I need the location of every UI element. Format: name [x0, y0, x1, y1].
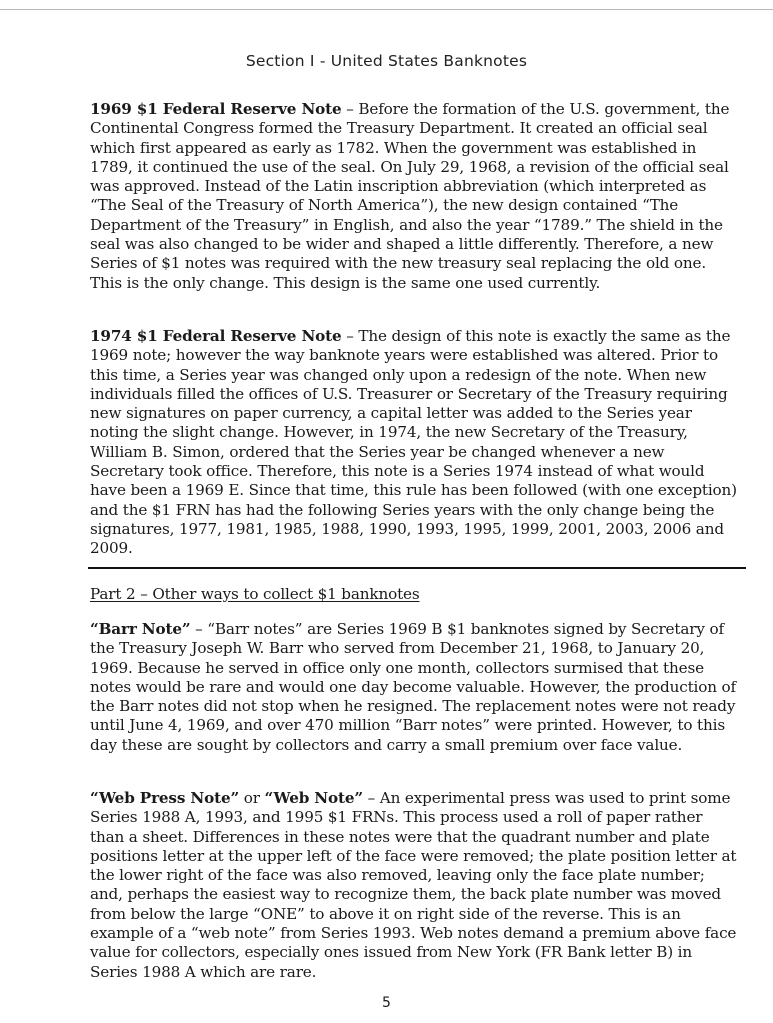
heading-web-press-note: “Web Press Note” [90, 789, 240, 807]
paragraph-1969-note [90, 100, 740, 293]
paragraph-barr-note [90, 620, 740, 755]
page-number: 5 [382, 995, 391, 1011]
top-scan-edge [0, 9, 773, 10]
body-1969-note: – Before the formation of the U.S. government, the Continental Congress formed the Treasury Department. It created an official seal which first appeared as early as 1782. When the government was established in 1789, it continued the use of the seal. On July 29, 1968, a revision of the official seal was approved. Instead of the Latin inscription abbreviation (which interpreted as “The Seal of the Treasury of North America”), the new design contained “The Department of the Treasury” in English, and also the year “1789.” The shield in the seal was also changed to be wider and shaped a little differently. Therefore, a new Series of $1 notes was required with the new treasury seal replacing the old one. This is the only change. This design is the same one used currently. [90, 100, 730, 292]
body-barr-note: – “Barr notes” are Series 1969 B $1 banknotes signed by Secretary of the Treasury Joseph W. Barr who served from December 21, 1968, to January 20, 1969. Because he served in office only one month, collectors surmised that these notes would be rare and would one day become valuable. However, the production of the Barr notes did not stop when he resigned. The replacement notes were not ready until June 4, 1969, and over 470 million “Barr notes” were printed. However, to this day these are sought by collectors and carry a small premium over face value. [90, 620, 737, 754]
connector-text: or [239, 789, 265, 807]
body-1974-note: – The design of this note is exactly the same as the 1969 note; however the way banknote years were established was altered. Prior to this time, a Series year was changed only upon a redesign of the note. When new individuals filled the offices of U.S. Treasurer or Secretary of the Treasury requiring new signatures on paper currency, a capital letter was added to the Series year noting the slight change. However, in 1974, the new Secretary of the Treasury, William B. Simon, ordered that the Series year be changed whenever a new Secretary took office. Therefore, this note is a Series 1974 instead of what would have been a 1969 E. Since that time, this rule has been followed (with one exception) and the $1 FRN has had the following Series years with the only change being the signatures, 1977, 1981, 1985, 1988, 1990, 1993, 1995, 1999, 2001, 2003, 2006 and 2009. [90, 327, 737, 558]
heading-barr-note: “Barr Note” [90, 620, 191, 638]
heading-1969-note: 1969 $1 Federal Reserve Note [90, 100, 342, 118]
section-divider [88, 567, 746, 569]
page-header: Section I - United States Banknotes [245, 52, 528, 70]
paragraph-web-note [90, 789, 740, 982]
body-web-note: – An experimental press was used to print some Series 1988 A, 1993, and 1995 $1 FRNs. This process used a roll of paper rather than a sheet. Differences in these notes were that the quadrant number and plate positions letter at the upper left of the face were removed; the plate position letter at the lower right of the face was also removed, leaving only the face plate number; and, perhaps the easiest way to recognize them, the back plate number was moved from below the large “ONE” to above it on right side of the reverse. This is an example of a “web note” from Series 1993. Web notes demand a premium above face value for collectors, especially ones issued from New York (FR Bank letter B) in Series 1988 A which are rare. [90, 789, 737, 981]
paragraph-1974-note [90, 327, 740, 559]
part-2-title: Part 2 – Other ways to collect $1 banknotes [90, 585, 420, 603]
heading-1974-note: 1974 $1 Federal Reserve Note [90, 327, 342, 345]
heading-web-note: “Web Note” [264, 789, 363, 807]
